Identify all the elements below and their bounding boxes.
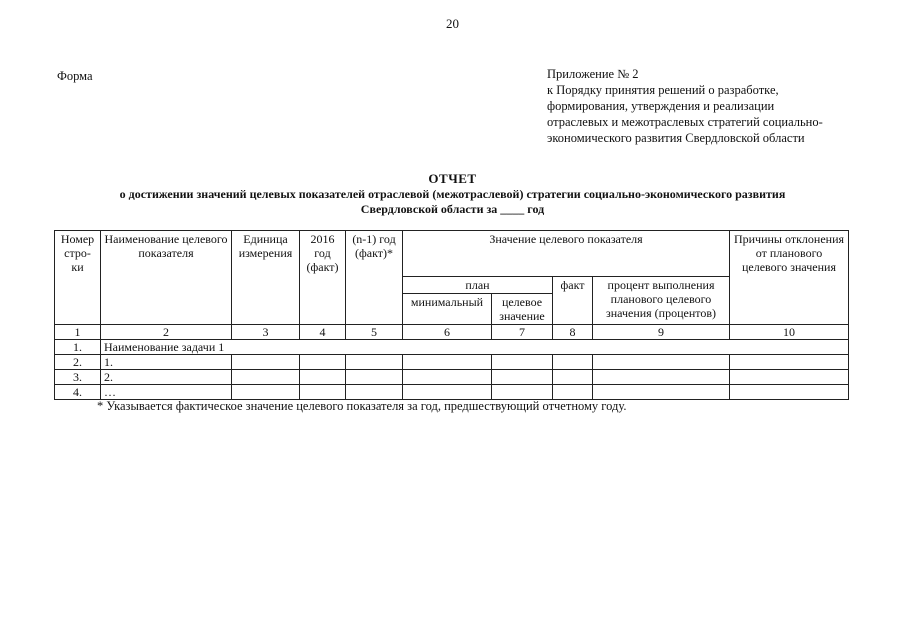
empty-cell [593, 385, 730, 400]
header-target: целевое значение [492, 294, 553, 325]
appendix-line: отраслевых и межотраслевых стратегий социально- [547, 115, 823, 129]
header-percent: процент выполнения планового целевого значения (процентов) [593, 277, 730, 325]
table-row [55, 370, 849, 385]
appendix-title: Приложение № 2 [547, 67, 639, 81]
page-number: 20 [446, 16, 459, 31]
header-target-value: Значение целевого показателя [403, 231, 730, 277]
empty-cell [593, 370, 730, 385]
header-fact: факт [553, 277, 593, 325]
column-number: 6 [403, 325, 492, 340]
report-title: ОТЧЕТ [428, 171, 477, 186]
header-indicator-name: Наименование целевого показателя [101, 231, 232, 325]
row-number: 3. [55, 370, 101, 385]
empty-cell [730, 355, 849, 370]
empty-cell [403, 355, 492, 370]
header-reasons: Причины отклонения от планового целевого значения [730, 231, 849, 325]
column-number: 7 [492, 325, 553, 340]
column-number: 3 [232, 325, 300, 340]
indicator-name: 1. [101, 355, 232, 370]
column-number: 9 [593, 325, 730, 340]
empty-cell [232, 370, 300, 385]
footnote: * Указывается фактическое значение целевого показателя за год, предшествующий отчетному году. [97, 399, 627, 413]
form-label: Форма [57, 69, 93, 83]
empty-cell [300, 385, 346, 400]
report-subtitle-line: Свердловской области за ____ год [360, 202, 545, 216]
indicator-name: … [101, 385, 232, 400]
empty-cell [553, 370, 593, 385]
report-subtitle [40, 187, 865, 217]
header-year-prev: (n-1) год (факт)* [346, 231, 403, 325]
empty-cell [730, 370, 849, 385]
table-row [55, 340, 849, 355]
empty-cell [346, 370, 403, 385]
column-number: 8 [553, 325, 593, 340]
empty-cell [553, 355, 593, 370]
empty-cell [492, 370, 553, 385]
empty-cell [232, 355, 300, 370]
report-table [54, 230, 849, 400]
row-number: 1. [55, 340, 101, 355]
empty-cell [553, 385, 593, 400]
header-minimal: минимальный [403, 294, 492, 325]
appendix-block [547, 66, 867, 146]
task-name: Наименование задачи 1 [101, 340, 849, 355]
table-row [55, 385, 849, 400]
column-number: 5 [346, 325, 403, 340]
column-numbers-row [55, 325, 849, 340]
column-number: 2 [101, 325, 232, 340]
appendix-line: экономического развития Свердловской области [547, 131, 805, 145]
empty-cell [232, 385, 300, 400]
header-row-number: Номер стро- ки [55, 231, 101, 325]
empty-cell [403, 385, 492, 400]
row-number: 2. [55, 355, 101, 370]
empty-cell [300, 370, 346, 385]
empty-cell [403, 370, 492, 385]
empty-cell [730, 385, 849, 400]
empty-cell [593, 355, 730, 370]
table-row [55, 355, 849, 370]
column-number: 4 [300, 325, 346, 340]
appendix-line: к Порядку принятия решений о разработке, [547, 83, 779, 97]
header-unit: Единица измерения [232, 231, 300, 325]
empty-cell [346, 355, 403, 370]
column-number: 10 [730, 325, 849, 340]
appendix-line: формирования, утверждения и реализации [547, 99, 775, 113]
report-subtitle-line: о достижении значений целевых показателей отраслевой (межотраслевой) стратегии социально-экономического развития [119, 187, 786, 201]
header-plan: план [403, 277, 553, 294]
indicator-name: 2. [101, 370, 232, 385]
empty-cell [492, 355, 553, 370]
empty-cell [492, 385, 553, 400]
empty-cell [300, 355, 346, 370]
column-number: 1 [55, 325, 101, 340]
empty-cell [346, 385, 403, 400]
header-year-2016: 2016 год (факт) [300, 231, 346, 325]
row-number: 4. [55, 385, 101, 400]
